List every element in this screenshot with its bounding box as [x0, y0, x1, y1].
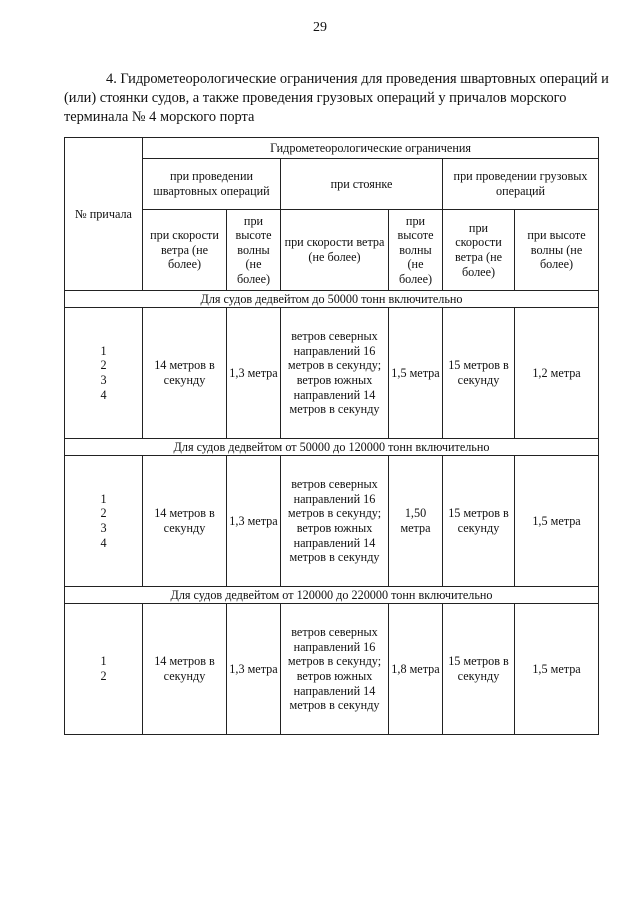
- berth-number: 2: [100, 506, 107, 521]
- berth-number: 4: [100, 535, 107, 550]
- berth-number: 1: [100, 654, 107, 669]
- cargo-wind-cell: 15 метров в секунду: [443, 456, 515, 587]
- berth-number: 1: [100, 343, 107, 358]
- berth-number: 2: [100, 669, 107, 683]
- cargo-wave-cell: 1,5 метра: [515, 456, 599, 587]
- parking-wind-cell: ветров северных направлений 16 метров в секунду; ветров южных направлений 14 метров в секунду: [281, 604, 389, 735]
- cargo-wave-header: при высоте волны (не более): [515, 210, 599, 291]
- parking-wind-header: при скорости ветра (не более): [281, 210, 389, 291]
- cargo-wind-cell: 15 метров в секунду: [443, 308, 515, 439]
- mooring-wave-header: при высоте волны (не более): [227, 210, 281, 291]
- mooring-wave-cell: 1,3 метра: [227, 456, 281, 587]
- parking-wind-cell: ветров северных направлений 16 метров в секунду; ветров южных направлений 14 метров в секунду: [281, 456, 389, 587]
- berth-numbers: [65, 456, 143, 587]
- berth-number: 3: [100, 521, 107, 535]
- page-number: 29: [313, 20, 327, 35]
- table-row: [65, 456, 599, 587]
- cargo-wave-cell: 1,5 метра: [515, 604, 599, 735]
- section-heading: 4. Гидрометеорологические ограничения для проведения швартовных операций и (или) стоянки судов, а также проведения грузовых операций у причалов морского терминала № 4 морского порта: [64, 71, 609, 125]
- section-title-row: [65, 291, 599, 308]
- berth-numbers: [65, 308, 143, 439]
- berth-numbers: [65, 604, 143, 735]
- section-title-row: [65, 587, 599, 604]
- cargo-wave-cell: 1,2 метра: [515, 308, 599, 439]
- mooring-wave-cell: 1,3 метра: [227, 604, 281, 735]
- group-header: Гидрометеорологические ограничения: [143, 138, 599, 159]
- parking-wave-cell: 1,5 метра: [389, 308, 443, 439]
- parking-wave-cell: 1,50 метра: [389, 456, 443, 587]
- mooring-wave-cell: 1,3 метра: [227, 308, 281, 439]
- cargo-wind-header: при скорости ветра (не более): [443, 210, 515, 291]
- header-row-2: [65, 159, 599, 210]
- section-title-row: [65, 439, 599, 456]
- berth-number: 2: [100, 358, 107, 373]
- section-title: Для судов дедвейтом от 120000 до 220000 тонн включительно: [65, 587, 599, 604]
- cargo-header: при проведении грузовых операций: [443, 159, 599, 210]
- parking-wind-cell: ветров северных направлений 16 метров в секунду; ветров южных направлений 14 метров в секунду: [281, 308, 389, 439]
- berth-header: № причала: [65, 138, 143, 291]
- mooring-header: при проведении швартовных операций: [143, 159, 281, 210]
- mooring-wind-cell: 14 метров в секунду: [143, 308, 227, 439]
- table-row: [65, 604, 599, 735]
- section-title: Для судов дедвейтом от 50000 до 120000 тонн включительно: [65, 439, 599, 456]
- mooring-wind-header: при скорости ветра (не более): [143, 210, 227, 291]
- parking-wave-header: при высоте волны (не более): [389, 210, 443, 291]
- berth-number: 4: [100, 387, 107, 402]
- header-row-3: [65, 210, 599, 291]
- cargo-wind-cell: 15 метров в секунду: [443, 604, 515, 735]
- mooring-wind-cell: 14 метров в секунду: [143, 604, 227, 735]
- table-row: [65, 308, 599, 439]
- section-title: Для судов дедвейтом до 50000 тонн включительно: [65, 291, 599, 308]
- header-row-1: [65, 138, 599, 159]
- berth-number: 3: [100, 373, 107, 387]
- berth-number: 1: [100, 491, 107, 506]
- mooring-wind-cell: 14 метров в секунду: [143, 456, 227, 587]
- hydromet-limits-table: [64, 137, 599, 735]
- parking-header: при стоянке: [281, 159, 443, 210]
- parking-wave-cell: 1,8 метра: [389, 604, 443, 735]
